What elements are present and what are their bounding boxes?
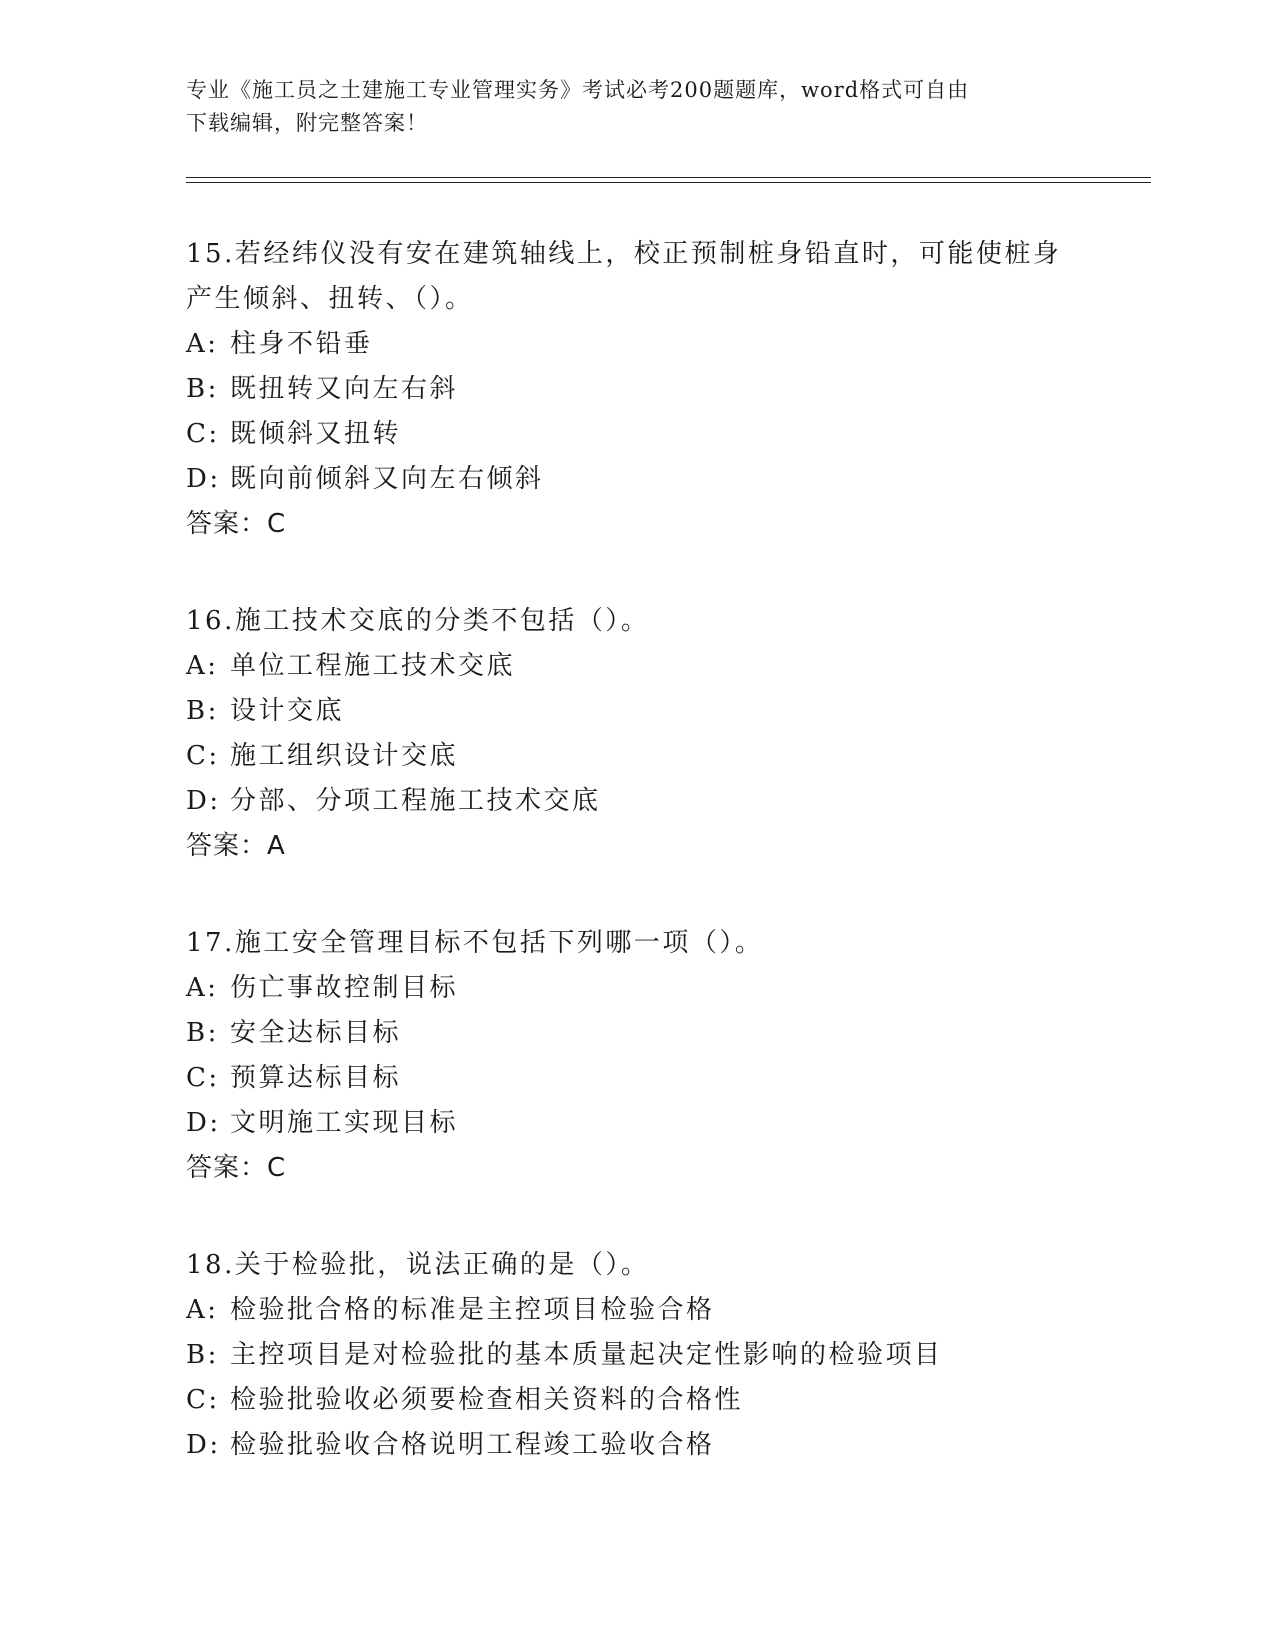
question-stem-line-1: 16.施工技术交底的分类不包括（）。 (186, 606, 650, 636)
document-header (186, 74, 1086, 140)
option-letter: A: (186, 329, 219, 359)
question-15 (186, 232, 1106, 547)
header-divider-bottom (186, 182, 1151, 183)
answer-line: 答案：C (186, 509, 287, 539)
option-text: 既向前倾斜又向左右倾斜 (230, 464, 544, 494)
option-letter: B: (186, 1018, 219, 1048)
header-line-2: 下载编辑，附完整答案！ (186, 111, 428, 135)
option-text: 检验批验收必须要检查相关资料的合格性 (230, 1385, 744, 1415)
option-text: 既倾斜又扭转 (230, 419, 402, 449)
option-text: 既扭转又向左右斜 (230, 374, 459, 404)
option-letter: B: (186, 696, 219, 726)
option-letter: A: (186, 1295, 219, 1325)
option-text: 柱身不铅垂 (230, 329, 373, 359)
option-letter: A: (186, 973, 219, 1003)
option-c (186, 1378, 1106, 1423)
option-letter: D: (186, 786, 221, 816)
question-stem-line-1: 18.关于检验批，说法正确的是（）。 (186, 1250, 650, 1280)
option-a (186, 322, 1106, 367)
option-letter: C: (186, 419, 220, 449)
header-line-1: 专业《施工员之土建施工专业管理实务》考试必考200题题库，word格式可自由 (186, 78, 970, 102)
option-a (186, 644, 1106, 689)
option-letter: D: (186, 1108, 221, 1138)
option-letter: C: (186, 1063, 220, 1093)
option-b (186, 367, 1106, 412)
option-letter: B: (186, 374, 219, 404)
option-c (186, 1056, 1106, 1101)
question-stem-line-1: 15.若经纬仪没有安在建筑轴线上，校正预制桩身铅直时，可能使桩身 (186, 239, 1062, 269)
option-text: 文明施工实现目标 (230, 1108, 459, 1138)
option-letter: B: (186, 1340, 219, 1370)
answer-line: 答案：A (186, 831, 286, 861)
question-17 (186, 921, 1106, 1191)
option-text: 安全达标目标 (230, 1018, 402, 1048)
question-16 (186, 599, 1106, 869)
option-a (186, 966, 1106, 1011)
option-text: 施工组织设计交底 (230, 741, 459, 771)
question-stem-line-1: 17.施工安全管理目标不包括下列哪一项（）。 (186, 928, 764, 958)
option-letter: D: (186, 1430, 221, 1460)
option-letter: A: (186, 651, 219, 681)
question-list (186, 232, 1106, 1520)
option-text: 分部、分项工程施工技术交底 (230, 786, 601, 816)
option-d (186, 1101, 1106, 1146)
option-text: 预算达标目标 (230, 1063, 402, 1093)
question-stem-line-2: 产生倾斜、扭转、（）。 (186, 284, 474, 314)
option-c (186, 412, 1106, 457)
answer-line: 答案：C (186, 1153, 287, 1183)
option-text: 设计交底 (230, 696, 345, 726)
header-divider-top (186, 177, 1151, 178)
question-18 (186, 1243, 1106, 1468)
option-a (186, 1288, 1106, 1333)
option-b (186, 1011, 1106, 1056)
option-d (186, 779, 1106, 824)
option-text: 伤亡事故控制目标 (230, 973, 459, 1003)
option-text: 检验批验收合格说明工程竣工验收合格 (230, 1430, 715, 1460)
option-text: 单位工程施工技术交底 (230, 651, 516, 681)
option-d (186, 457, 1106, 502)
option-b (186, 689, 1106, 734)
option-c (186, 734, 1106, 779)
option-b (186, 1333, 1106, 1378)
option-letter: D: (186, 464, 221, 494)
option-d (186, 1423, 1106, 1468)
option-text: 检验批合格的标准是主控项目检验合格 (230, 1295, 715, 1325)
option-letter: C: (186, 741, 220, 771)
option-text: 主控项目是对检验批的基本质量起决定性影响的检验项目 (230, 1340, 943, 1370)
option-letter: C: (186, 1385, 220, 1415)
